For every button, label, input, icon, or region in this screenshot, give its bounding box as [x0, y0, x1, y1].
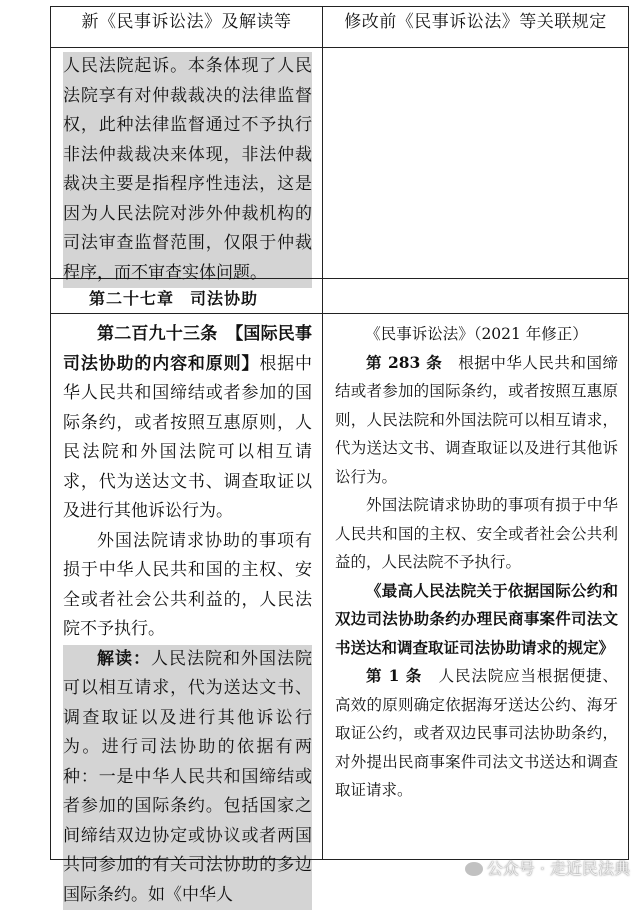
watermark-text: 公众号 · 走近民法典 [487, 859, 630, 878]
interpretation-text: 人民法院和外国法院可以相互请求，代为送达文书、调查取证以及进行其他诉讼行为。进行司法协助的依据有两种：一是中华人民共和国缔结或者参加的国际条约。包括国家之间缔结双边协定或协议或者两国共同参加的有关司法协助的多边国际条约。如《中华人 [63, 649, 312, 905]
header-row [51, 7, 629, 48]
row3-left-cell [51, 314, 323, 860]
interpretation [63, 645, 312, 910]
interpretation-label: 解读： [97, 649, 151, 669]
comparison-table [50, 6, 629, 860]
chapter-right-cell-empty [323, 279, 629, 314]
article-text: 根据中华人民共和国缔结或者参加的国际条约，或者按照互惠原则，人民法院和外国法院可以相互请求，代为送达文书、调查取证以及进行其他诉讼行为。 [63, 354, 312, 522]
wechat-icon [465, 862, 483, 876]
chapter-title: 司法协助 [190, 289, 258, 308]
chapter-number: 第二十七章 [89, 289, 174, 308]
interpretation-continued-text: 人民法院起诉。本条体现了人民法院享有对仲裁裁决的法律监督权，此种法律监督通过不予执行非法仲裁裁决来体现，非法仲裁裁决主要是指程序性违法，这是因为人民法院对涉外仲裁机构的司法审查监督范围，仅限于仲裁程序，而不审查实体问题。 [63, 52, 312, 288]
table-row [51, 314, 629, 860]
row1-right-cell-empty [323, 48, 629, 279]
article-283-para2: 外国法院请求协助的事项有损于中华人民共和国的主权、安全或者社会公共利益的，人民法院不予执行。 [335, 491, 618, 577]
header-left: 新《民事诉讼法》及解读等 [51, 7, 323, 48]
article-283 [335, 349, 618, 492]
table-row [51, 48, 629, 279]
article-1-label: 第 1 条 [366, 666, 422, 685]
regulation-article-1 [335, 662, 618, 805]
row1-left-cell [51, 48, 323, 279]
article-tag: 【国际民事司法协助的内容和原则】 [63, 324, 312, 374]
article-293 [63, 320, 312, 527]
article-283-text: 根据中华人民共和国缔结或者参加的国际条约，或者按照互惠原则，人民法院和外国法院可以相互请求，代为送达文书、调查取证以及进行其他诉讼行为。 [335, 354, 618, 486]
article-1-text: 人民法院应当根据便捷、高效的原则确定依据海牙送达公约、海牙取证公约，或者双边民事司法协助条约，对外提出民商事案件司法文书送达和调查取证请求。 [335, 667, 618, 799]
article-283-label: 第 283 条 [366, 353, 442, 372]
row3-right-cell [323, 314, 629, 860]
law-title: 《民事诉讼法》（2021 年修正） [335, 320, 618, 349]
article-293-para2: 外国法院请求协助的事项有损于中华人民共和国的主权、安全或者社会公共利益的，人民法院不予执行。 [63, 527, 312, 645]
article-head: 第二百九十三条 [97, 324, 217, 344]
regulation-title: 《最高人民法院关于依据国际公约和双边司法协助条约办理民商事案件司法文书送达和调查取证司法协助请求的规定》 [335, 577, 618, 663]
watermark [465, 856, 630, 879]
header-right: 修改前《民事诉讼法》等关联规定 [323, 7, 629, 48]
